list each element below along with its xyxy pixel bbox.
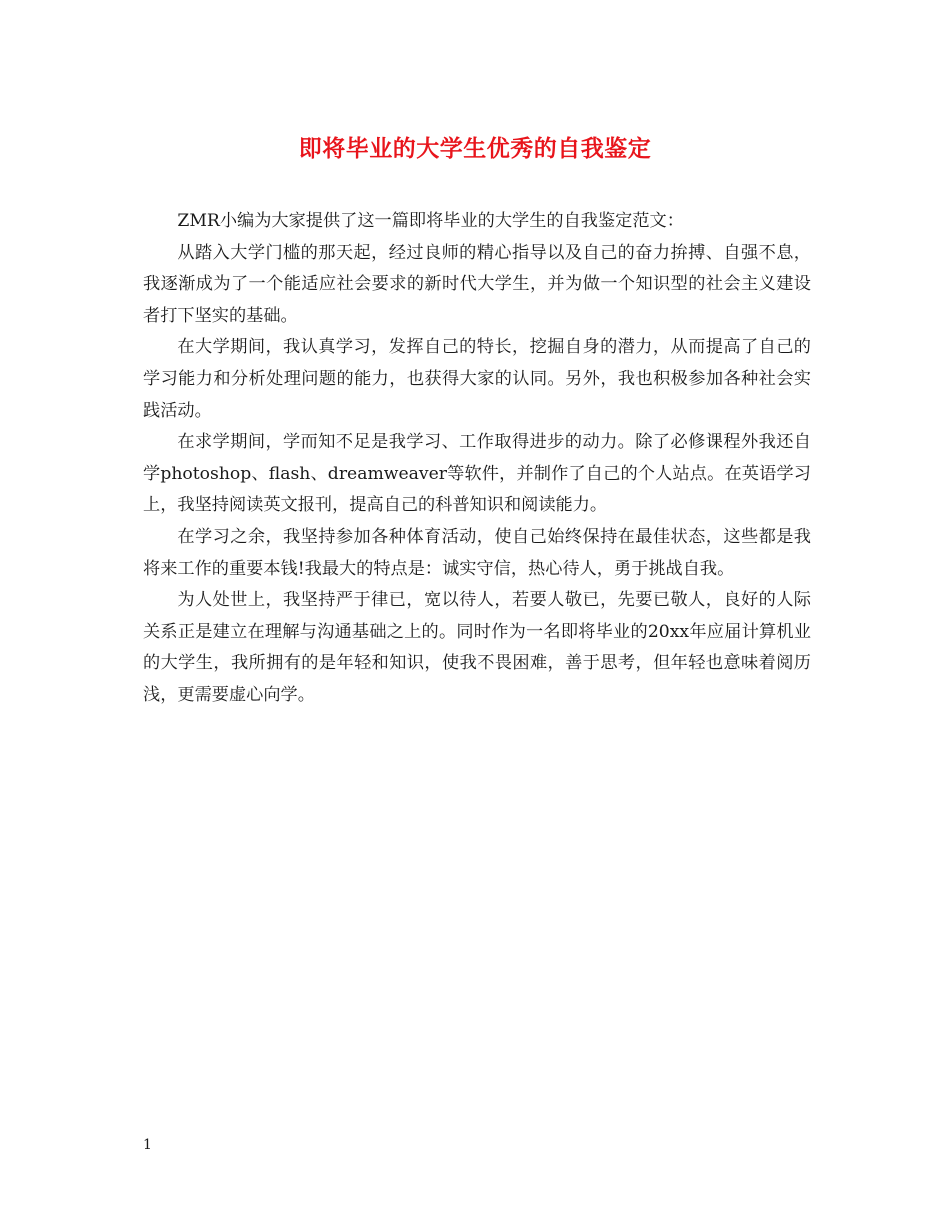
paragraph-intro: ZMR小编为大家提供了这一篇即将毕业的大学生的自我鉴定范文：: [177, 211, 684, 231]
page-number: 1: [143, 1137, 152, 1153]
paragraph-1: 从踏入大学门槛的那天起，经过良师的精心指导以及自己的奋力拚搏、自强不息，我逐渐成为了一个能适应社会要求的新时代大学生，并为做一个知识型的社会主义建设者打下坚实的基础。: [143, 242, 811, 326]
paragraph-3: 在求学期间，学而知不足是我学习、工作取得进步的动力。除了必修课程外我还自学photoshop、flash、dreamweaver等软件，并制作了自己的个人站点。在英语学习上，我坚持阅读英文报刊，提高自己的科普知识和阅读能力。: [143, 432, 811, 516]
paragraph-2: 在大学期间，我认真学习，发挥自己的特长，挖掘自身的潜力，从而提高了自己的学习能力和分析处理问题的能力，也获得大家的认同。另外，我也积极参加各种社会实践活动。: [143, 337, 811, 421]
paragraph-5: 为人处世上，我坚持严于律已，宽以待人，若要人敬已，先要已敬人，良好的人际关系正是建立在理解与沟通基础之上的。同时作为一名即将毕业的20xx年应届计算机业的大学生，我所拥有的是年轻和知识，使我不畏困难，善于思考，但年轻也意味着阅历浅，更需要虚心向学。: [143, 590, 811, 705]
paragraph-4: 在学习之余，我坚持参加各种体育活动，使自己始终保持在最佳状态，这些都是我将来工作的重要本钱!我最大的特点是：诚实守信，热心待人，勇于挑战自我。: [143, 526, 811, 579]
document-title: 即将毕业的大学生优秀的自我鉴定: [298, 136, 652, 162]
document-body: [143, 206, 811, 712]
